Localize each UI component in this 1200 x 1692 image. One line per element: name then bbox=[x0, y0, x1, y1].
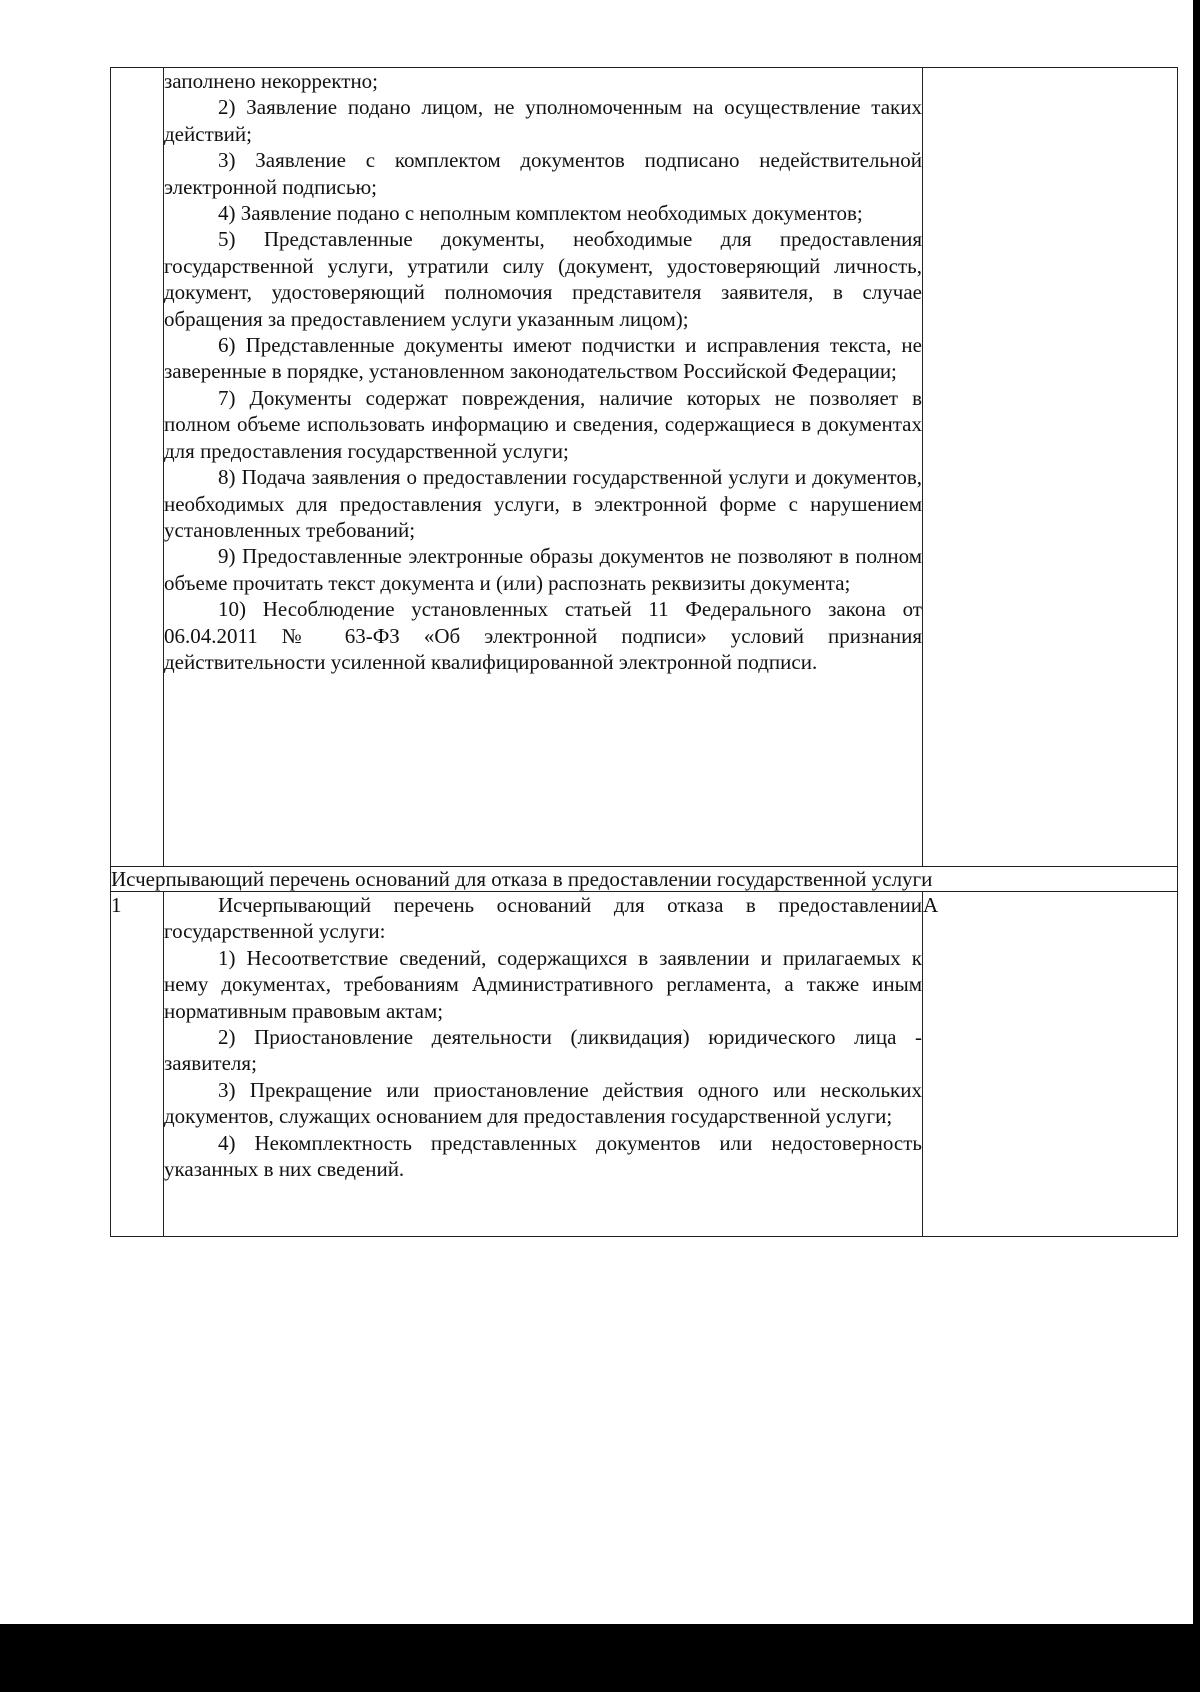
list-item: 1) Несоответствие сведений, содержащихся в заявлении и прилагаемых к нему документах, требованиям Административного регламента, а также иным нормативным правовым актам; bbox=[164, 945, 922, 1023]
scan-edge-right bbox=[1193, 0, 1200, 1692]
document-table bbox=[110, 67, 1178, 1237]
list-item: 2) Приостановление деятельности (ликвидация) юридического лица - заявителя; bbox=[164, 1025, 922, 1076]
list-item: Исчерпывающий перечень оснований для отказа в предоставлении государственной услуги: bbox=[164, 893, 922, 944]
row-code-cell bbox=[923, 68, 1178, 867]
list-item: 8) Подача заявления о предоставлении государственной услуги и документов, необходимых для предоставления услуги, в электронной форме с нарушением установленных требований; bbox=[164, 465, 922, 542]
section-heading-row bbox=[111, 867, 1178, 892]
section-heading: Исчерпывающий перечень оснований для отказа в предоставлении государственной услуги bbox=[111, 867, 1178, 892]
list-item: 6) Представленные документы имеют подчистки и исправления текста, не заверенные в порядке, установленном законодательством Российской Федерации; bbox=[164, 333, 922, 384]
row-code-cell: А bbox=[923, 892, 1178, 1237]
list-item: заполнено некорректно; bbox=[164, 69, 379, 93]
row-text-cell bbox=[164, 892, 923, 1237]
table-row bbox=[111, 68, 1178, 867]
list-item: 3) Заявление с комплектом документов подписано недействительной электронной подписью; bbox=[164, 148, 922, 199]
row-number-cell: 1 bbox=[111, 892, 164, 1237]
list-item: 4) Некомплектность представленных документов или недостоверность указанных в них сведений. bbox=[164, 1130, 922, 1182]
row-number-cell bbox=[111, 68, 164, 867]
list-item: 5) Представленные документы, необходимые для предоставления государственной услуги, утратили силу (документ, удостоверяющий личность, документ, удостоверяющий полномочия представителя заявителя, в случае обращения за предоставлением услуги указанным лицом); bbox=[164, 227, 922, 331]
table-row bbox=[111, 892, 1178, 1237]
list-item: 7) Документы содержат повреждения, наличие которых не позволяет в полном объеме использовать информацию и сведения, содержащиеся в документах для предоставления государственной услуги; bbox=[164, 385, 922, 463]
scan-edge-bottom bbox=[0, 1624, 1200, 1692]
row-text-cell bbox=[164, 68, 923, 867]
list-item: 2) Заявление подано лицом, не уполномоченным на осуществление таких действий; bbox=[164, 95, 922, 146]
list-item: 4) Заявление подано с неполным комплектом необходимых документов; bbox=[218, 201, 863, 226]
list-item: 10) Несоблюдение установленных статьей 11 Федерального закона от 06.04.2011 № 63-ФЗ «Об электронной подписи» условий признания действительности усиленной квалифицированной электронной подписи. bbox=[164, 597, 922, 674]
list-item: 3) Прекращение или приостановление действия одного или нескольких документов, служащих основанием для предоставления государственной услуги; bbox=[164, 1077, 922, 1129]
list-item: 9) Предоставленные электронные образы документов не позволяют в полном объеме прочитать текст документа и (или) распознать реквизиты документа; bbox=[164, 544, 922, 595]
